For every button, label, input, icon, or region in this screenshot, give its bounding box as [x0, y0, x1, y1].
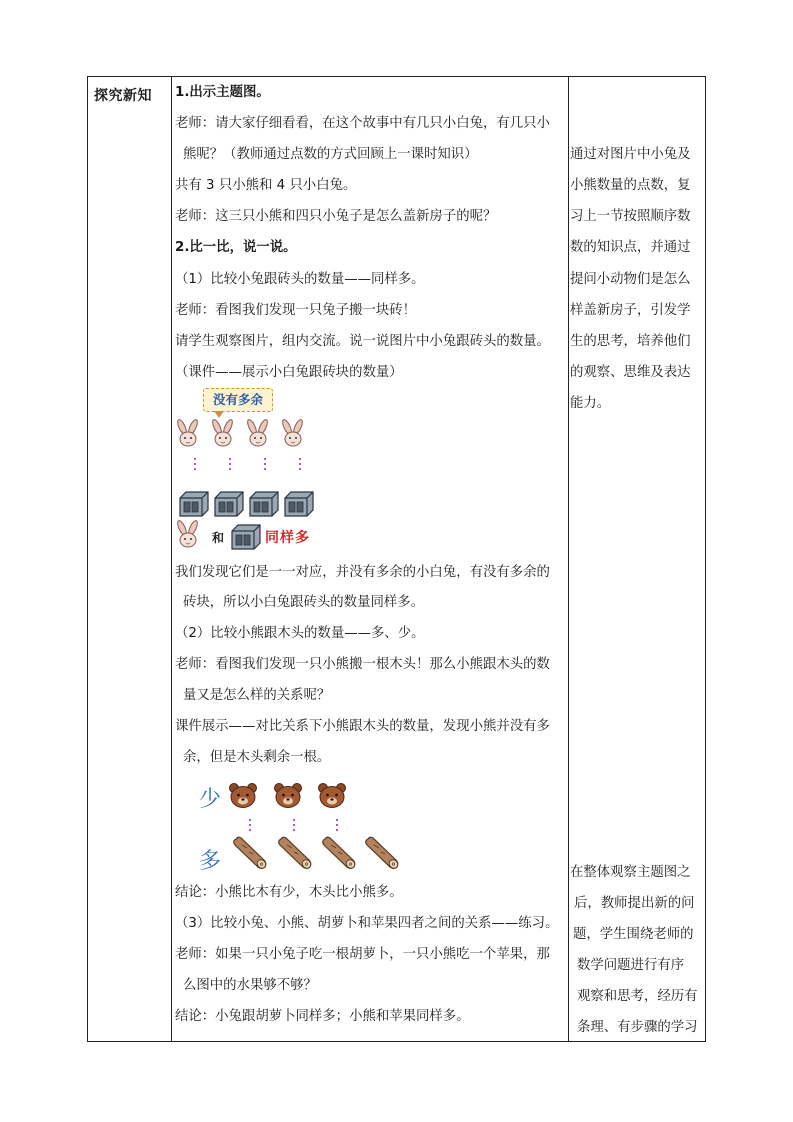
and-label: 和: [212, 531, 225, 545]
side-note-line: 样盖新房子，引发学: [570, 303, 691, 318]
text-line: 2.比一比，说一说。: [175, 240, 297, 255]
bear-log-figure: [222, 777, 402, 877]
no-extra-bubble: 没有多余: [203, 388, 273, 412]
dotted-connectors: [249, 819, 338, 831]
column-divider-1: [171, 77, 172, 1041]
brick-icon: [215, 492, 243, 516]
brick-icon: [250, 492, 278, 516]
rabbit-icon: [176, 418, 199, 446]
text-line: 请学生观察图片，组内交流。说一说图片中小兔跟砖头的数量。: [175, 334, 550, 349]
side-note-line: 的观察、思维及表达: [570, 365, 691, 380]
text-line: （3）比较小兔、小熊、胡萝卜和苹果四者之间的关系——练习。: [175, 916, 559, 931]
text-line: 我们发现它们是一一对应，并没有多余的小白兔，有没有多余的: [175, 565, 550, 580]
brick-icon: [232, 525, 260, 549]
rabbit-icon: [211, 418, 234, 446]
side-note-line: 在整体观察主题图之: [570, 865, 691, 880]
side-note-line: 提问小动物们是怎么: [570, 272, 691, 287]
text-line: 老师：如果一只小兔子吃一根胡萝卜，一只小熊吃一个苹果，那: [175, 947, 550, 962]
text-line: 量又是怎么样的关系呢？: [183, 688, 331, 703]
text-line: 结论：小熊比木有少，木头比小熊多。: [175, 885, 403, 900]
text-line: 老师：这三只小熊和四只小兔子是怎么盖新房子的呢？: [175, 209, 497, 224]
side-note-line: 观察和思考，经历有: [577, 989, 698, 1004]
rabbit-icon: [246, 418, 269, 446]
dotted-connectors: [194, 458, 301, 470]
text-line: 老师：请大家仔细看看，在这个故事中有几只小白兔，有几只小: [175, 116, 550, 131]
text-line: （2）比较小熊跟木头的数量——多、少。: [175, 626, 425, 641]
side-note-line: 习上一节按照顺序数: [570, 209, 691, 224]
text-line: 1.出示主题图。: [175, 85, 270, 100]
column-divider-2: [568, 77, 569, 1041]
lesson-table: [87, 76, 706, 1042]
side-note-line: 题，学生围绕老师的: [573, 927, 694, 942]
text-line: （1）比较小兔跟砖头的数量——同样多。: [175, 272, 425, 287]
text-line: （课件——展示小白兔跟砖块的数量）: [175, 365, 403, 380]
side-note-line: 生的思考，培养他们: [570, 334, 691, 349]
log-icon: [279, 837, 313, 870]
bear-icon: [230, 784, 257, 808]
less-label: 少: [199, 787, 222, 812]
text-line: 熊呢？（教师通过点数的方式回顾上一课时知识）: [183, 147, 478, 162]
side-note-line: 后，教师提出新的问: [574, 896, 695, 911]
brick-icon: [180, 492, 208, 516]
same-amount-label: 同样多: [265, 530, 310, 546]
bear-icon: [319, 784, 346, 808]
rabbit-icon: [281, 418, 304, 446]
side-note-line: 条理、有步骤的学习: [577, 1020, 698, 1035]
side-note-line: 数的知识点，并通过: [570, 240, 691, 255]
more-label: 多: [199, 849, 222, 874]
log-icon: [366, 837, 400, 870]
text-line: 课件展示——对比关系下小熊跟木头的数量，发现小熊并没有多: [175, 719, 550, 734]
side-note-line: 数学问题进行有序: [577, 958, 685, 973]
text-line: 老师：看图我们发现一只小熊搬一根木头！那么小熊跟木头的数: [175, 657, 550, 672]
rabbit-icon: [176, 519, 199, 547]
bear-icon: [275, 784, 302, 808]
log-icon: [234, 837, 268, 870]
section-label: 探究新知: [94, 88, 152, 104]
text-line: 余，但是木头剩余一根。: [183, 750, 331, 765]
log-icon: [323, 837, 357, 870]
text-line: 砖块，所以小白兔跟砖头的数量同样多。: [183, 595, 425, 610]
side-note-line: 小熊数量的点数，复: [570, 178, 691, 193]
brick-icon: [285, 492, 313, 516]
text-line: 么图中的水果够不够？: [183, 978, 317, 993]
text-line: 老师：看图我们发现一只兔子搬一块砖！: [175, 303, 417, 318]
text-line: 结论：小兔跟胡萝卜同样多；小熊和苹果同样多。: [175, 1009, 470, 1024]
side-note-line: 能力。: [570, 396, 611, 411]
text-line: 共有 3 只小熊和 4 只小白兔。: [175, 178, 357, 193]
side-note-line: 通过对图片中小兔及: [570, 147, 691, 162]
